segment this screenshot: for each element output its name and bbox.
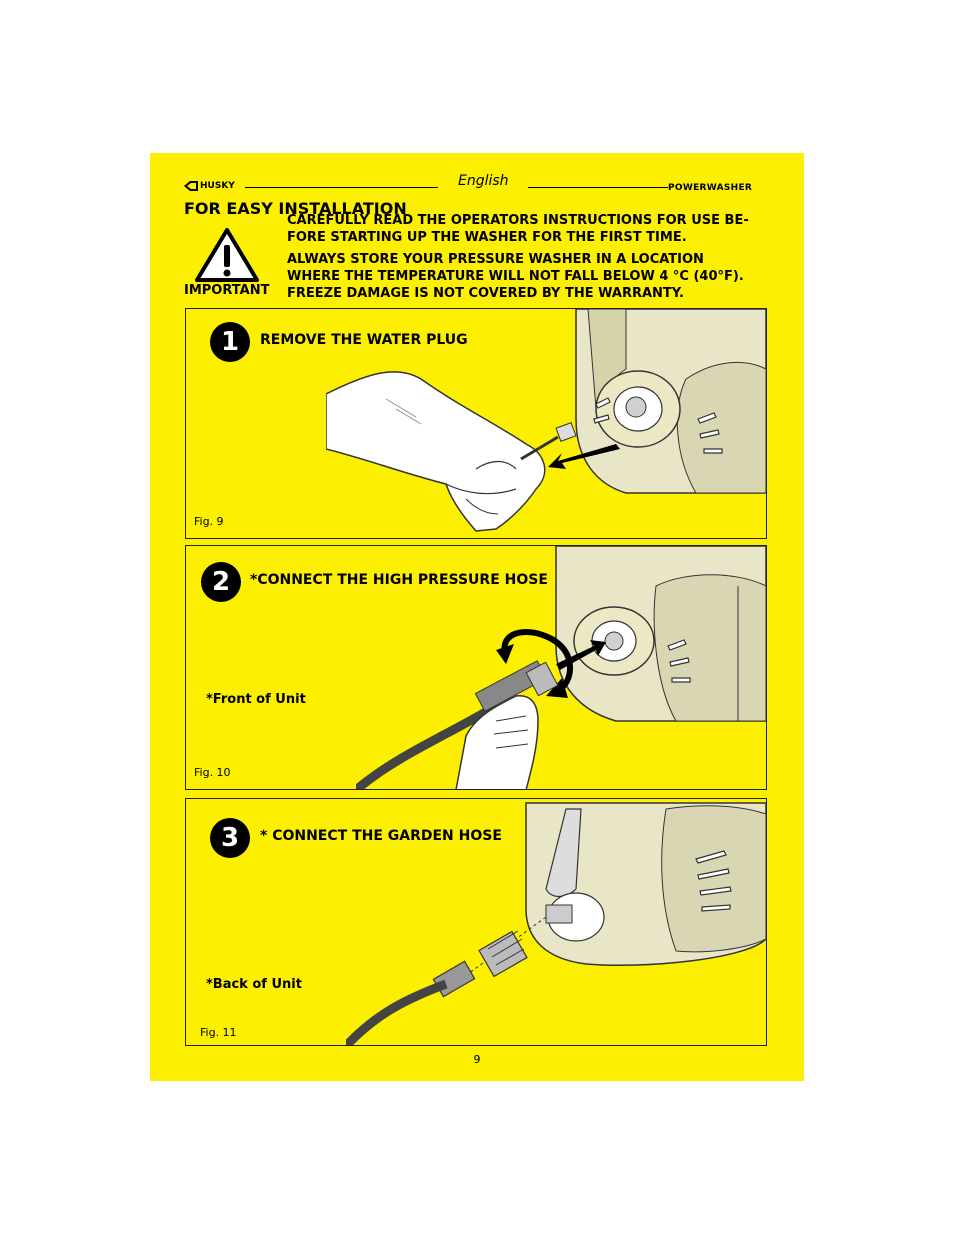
step-2-sublabel: *Front of Unit xyxy=(206,692,306,707)
step-2-panel xyxy=(185,545,767,790)
warning-text-4: WHERE THE TEMPERATURE WILL NOT FALL BELOW 4 °C (40°F). xyxy=(287,269,744,284)
warning-text-2: FORE STARTING UP THE WASHER FOR THE FIRST TIME. xyxy=(287,230,687,245)
step-3-panel xyxy=(185,798,767,1046)
step-1-panel xyxy=(185,308,767,539)
step-3-number: 3 xyxy=(210,818,250,858)
header-rule-right xyxy=(528,187,668,188)
step-1-label: REMOVE THE WATER PLUG xyxy=(260,332,468,348)
warning-text-1: CAREFULLY READ THE OPERATORS INSTRUCTIONS FOR USE BE- xyxy=(287,213,749,228)
header-rule-left xyxy=(245,187,438,188)
remove-plug-illustration xyxy=(326,309,766,539)
product-name: POWERWASHER xyxy=(668,183,753,193)
warning-text-5: FREEZE DAMAGE IS NOT COVERED BY THE WARRANTY. xyxy=(287,286,684,301)
page-number: 9 xyxy=(473,1053,481,1066)
connect-high-pressure-hose-illustration xyxy=(356,546,766,790)
step-3-fig-label: Fig. 11 xyxy=(200,1026,237,1039)
step-1-number: 1 xyxy=(210,322,250,362)
warning-triangle-icon xyxy=(194,227,260,283)
important-label: IMPORTANT xyxy=(184,283,270,298)
step-2-label: *CONNECT THE HIGH PRESSURE HOSE xyxy=(250,572,548,588)
brand-logo xyxy=(184,181,235,191)
step-2-number: 2 xyxy=(201,562,241,602)
step-1-fig-label: Fig. 9 xyxy=(194,515,224,528)
language-label: English xyxy=(458,173,509,189)
warning-text-3: ALWAYS STORE YOUR PRESSURE WASHER IN A LOCATION xyxy=(287,252,704,267)
husky-logo-icon xyxy=(184,181,198,191)
connect-garden-hose-illustration xyxy=(346,799,766,1046)
step-2-fig-label: Fig. 10 xyxy=(194,766,231,779)
step-3-label: * CONNECT THE GARDEN HOSE xyxy=(260,828,502,844)
step-3-sublabel: *Back of Unit xyxy=(206,977,302,992)
manual-page xyxy=(150,153,804,1081)
brand-name: HUSKY xyxy=(200,181,235,191)
section-title: FOR EASY INSTALLATION xyxy=(184,199,407,218)
